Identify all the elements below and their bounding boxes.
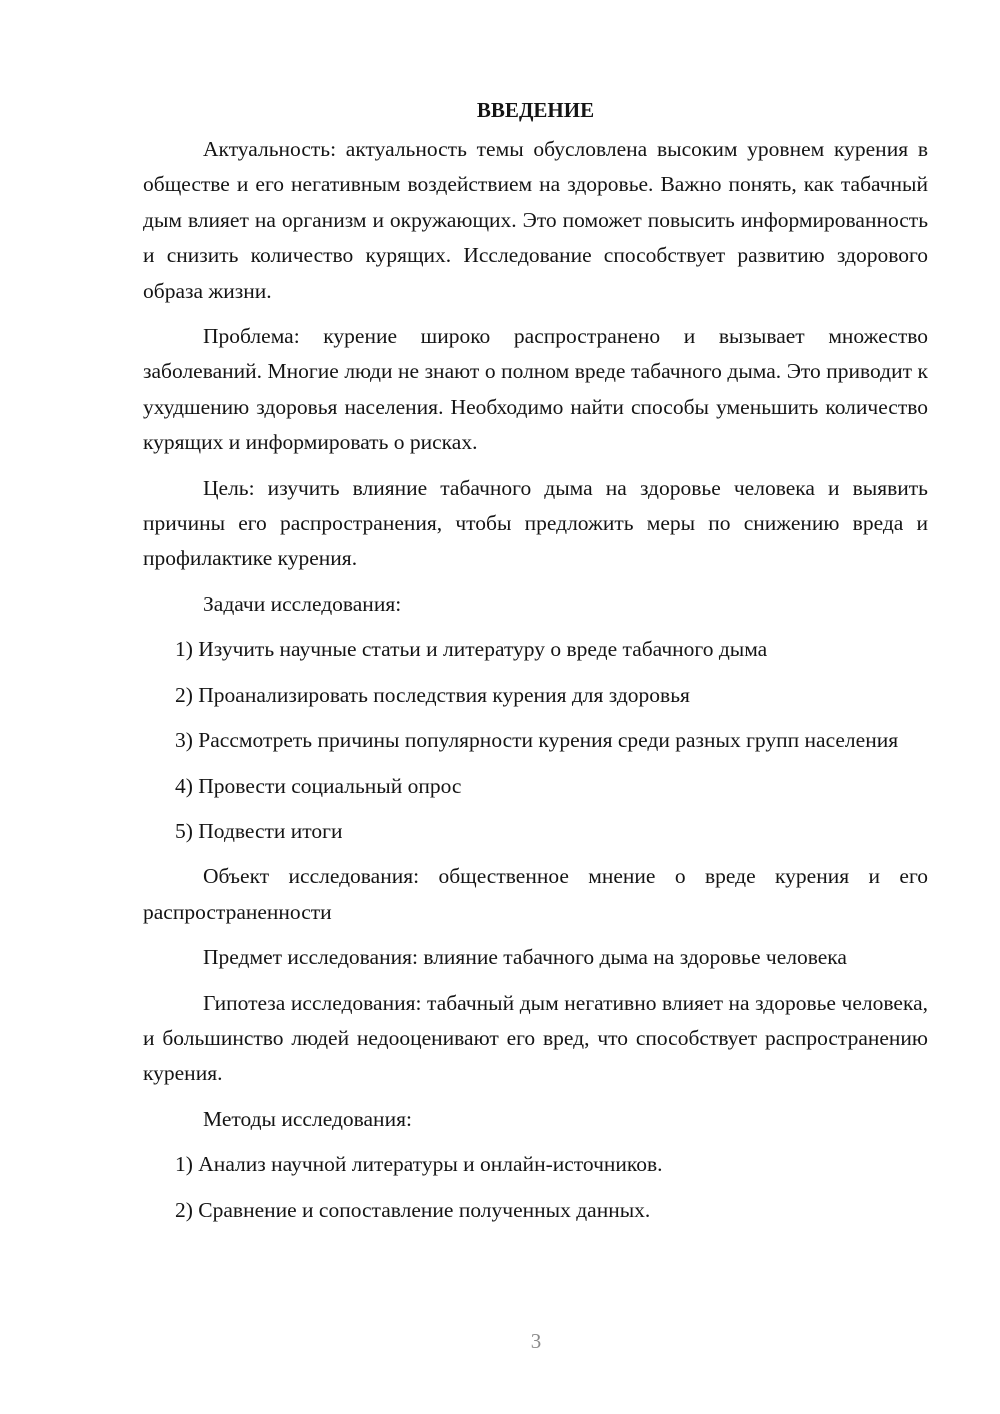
task-item-4: 4) Провести социальный опрос [175, 773, 462, 798]
task-item-2: 2) Проанализировать последствия курения для здоровья [175, 682, 690, 707]
object-paragraph: Объект исследования: общественное мнение о вреде курения и его распространенности [143, 864, 928, 924]
relevance-paragraph: Актуальность: актуальность темы обусловлена высоким уровнем курения в обществе и его негативным воздействием на здоровье. Важно понять, как табачный дым влияет на организм и окружающих. Это поможет повысить информированность и снизить количество курящих. Исследование способствует развитию здорового образа жизни. [143, 137, 928, 303]
section-title: ВВЕДЕНИЕ [476, 98, 595, 122]
methods-heading: Методы исследования: [203, 1106, 412, 1131]
problem-paragraph: Проблема: курение широко распространено и вызывает множество заболеваний. Многие люди не знают о полном вреде табачного дыма. Это приводит к ухудшению здоровья населения. Необходимо найти способы уменьшить количество курящих и информировать о рисках. [143, 324, 928, 455]
task-item-5: 5) Подвести итоги [175, 818, 343, 843]
tasks-heading: Задачи исследования: [203, 591, 402, 616]
subject-paragraph: Предмет исследования: влияние табачного дыма на здоровье человека [203, 945, 847, 970]
hypothesis-paragraph: Гипотеза исследования: табачный дым негативно влияет на здоровье человека, и большинство людей недооценивают его вред, что способствует распространению курения. [143, 990, 928, 1086]
method-item-1: 1) Анализ научной литературы и онлайн-источников. [175, 1152, 663, 1177]
method-item-2: 2) Сравнение и сопоставление полученных данных. [175, 1197, 651, 1222]
page-number: 3 [530, 1329, 542, 1353]
goal-paragraph: Цель: изучить влияние табачного дыма на здоровье человека и выявить причины его распространения, чтобы предложить меры по снижению вреда и профилактике курения. [143, 475, 928, 571]
task-item-1: 1) Изучить научные статьи и литературу о вреде табачного дыма [175, 637, 768, 662]
task-item-3: 3) Рассмотреть причины популярности курения среди разных групп населения [175, 728, 899, 753]
document-page [143, 92, 928, 1238]
